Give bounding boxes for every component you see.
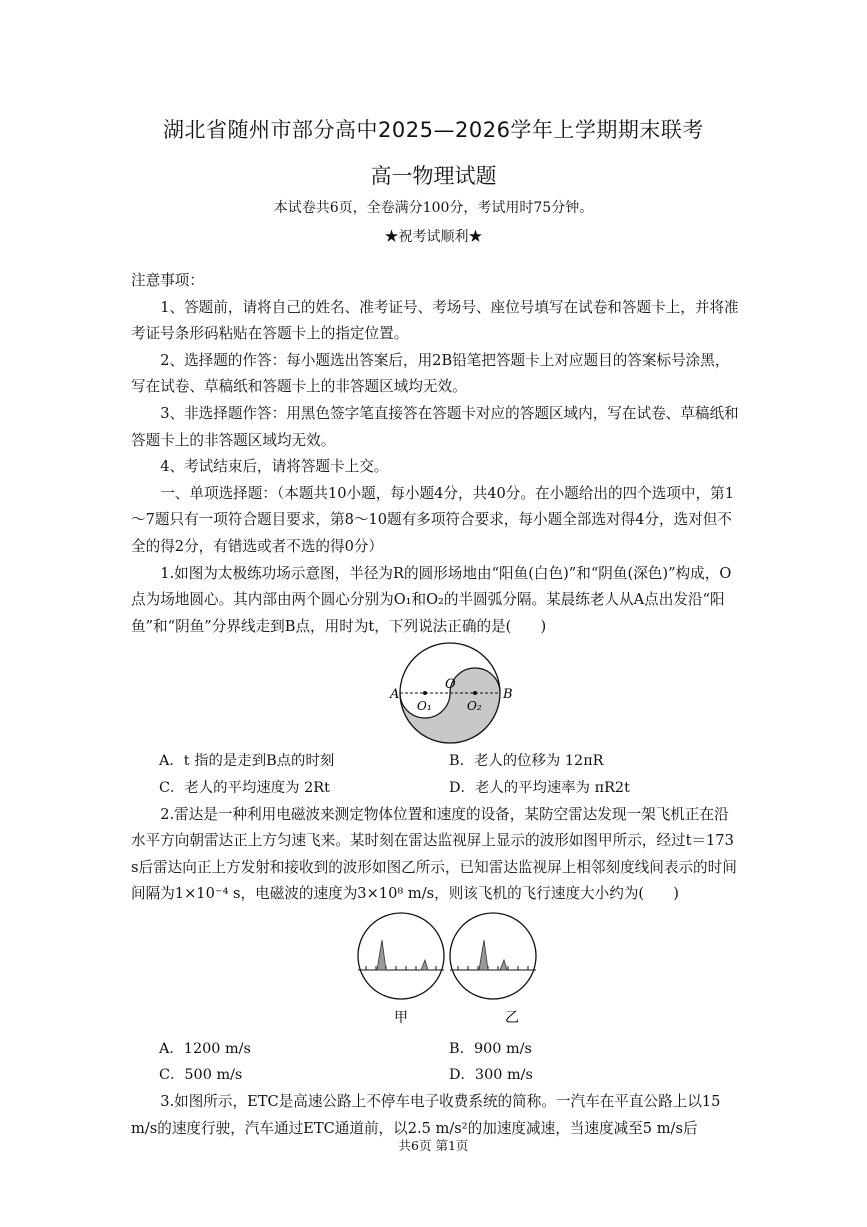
question-1-stem: 1.如图为太极练功场示意图，半径为R的圆形场地由“阳鱼(白色)”和“阴鱼(深色)”构成，O点为场地圆心。其内部由两个圆心分别为O₁和O₂的半圆弧分隔。某晨练老人从A点出发沿“阳鱼”和“阴鱼”分界线走到B点，用时为t，下列说法正确的是( ) bbox=[131, 564, 732, 635]
label-o1: O₁ bbox=[417, 699, 432, 714]
label-a: A bbox=[390, 687, 400, 703]
option-d: D．老人的平均速率为 πR2t bbox=[449, 779, 630, 796]
option-d: D．300 m/s bbox=[449, 1067, 533, 1084]
note-item: 1、答题前，请将自己的姓名、准考证号、考场号、座位号填写在试卷和答题卡上，并将准考证号条形码粘贴在答题卡上的指定位置。 bbox=[131, 298, 739, 343]
option-b: B．老人的位移为 12πR bbox=[449, 753, 604, 770]
label-o2: O₂ bbox=[467, 699, 482, 714]
exam-title: 湖北省随州市部分高中2025—2026学年上学期期末联考 bbox=[163, 118, 704, 142]
option-a: A．t 指的是走到B点的时刻 bbox=[159, 753, 335, 770]
exam-wish: ★祝考试顺利★ bbox=[384, 229, 483, 245]
option-c: C．老人的平均速度为 2Rt bbox=[159, 779, 330, 796]
taiji-figure bbox=[131, 640, 743, 748]
notes-heading: 注意事项： bbox=[131, 272, 204, 289]
taiji-diagram bbox=[131, 640, 743, 748]
exam-body bbox=[131, 268, 743, 1142]
radar-figure bbox=[131, 908, 743, 1036]
exam-info: 本试卷共6页，全卷满分100分，考试用时75分钟。 bbox=[273, 200, 594, 216]
radar-diagram bbox=[131, 908, 743, 1036]
question-3-stem: 3.如图所示，ETC是高速公路上不停车电子收费系统的简称。一汽车在平直公路上以15 m/s的速度行驶，汽车通过ETC通道前，以2.5 m/s²的加速度减速，当速度减至5 m/s后 bbox=[131, 1093, 721, 1137]
question-2-stem: 2.雷达是一种利用电磁波来测定物体位置和速度的设备，某防空雷达发现一架飞机正在沿水平方向朝雷达正上方匀速飞来。某时刻在雷达监视屏上显示的波形如图甲所示，经过t＝173 s后雷达向正上方发射和接收到的波形如图乙所示，已知雷达监视屏上相邻刻度线间表示的时间间隔为1×10⁻⁴ s，电磁波的速度为3×10⁸ m/s，则该飞机的飞行速度大小约为( ) bbox=[131, 805, 737, 903]
label-o: O bbox=[445, 677, 456, 693]
section-heading: 一、单项选择题：（本题共10小题，每小题4分，共40分。在小题给出的四个选项中，第1～7题只有一项符合题目要求，第8～10题有多项符合要求，每小题全部选对得4分，选对但不全的得2分，有错选或者不选的得0分） bbox=[131, 484, 734, 555]
note-item: 3、非选择题作答：用黑色签字笔直接答在答题卡对应的答题区域内，写在试卷、草稿纸和答题卡上的非答题区域均无效。 bbox=[131, 404, 739, 449]
note-item: 2、选择题的作答：每小题选出答案后，用2B铅笔把答题卡上对应题目的答案标号涂黑，写在试卷、草稿纸和答题卡上的非答题区域均无效。 bbox=[131, 351, 730, 396]
question-1-options bbox=[131, 748, 743, 801]
exam-subtitle: 高一物理试题 bbox=[370, 164, 497, 188]
note-item: 4、考试结束后，请将答题卡上交。 bbox=[160, 458, 389, 476]
label-b: B bbox=[503, 687, 513, 703]
label-jia: 甲 bbox=[394, 1009, 408, 1026]
page-footer: 共6页 第1页 bbox=[398, 1138, 469, 1153]
option-b: B．900 m/s bbox=[449, 1040, 532, 1057]
option-a: A．1200 m/s bbox=[159, 1040, 251, 1057]
question-2-options bbox=[131, 1036, 743, 1089]
option-c: C．500 m/s bbox=[159, 1067, 243, 1084]
label-yi: 乙 bbox=[505, 1009, 519, 1026]
